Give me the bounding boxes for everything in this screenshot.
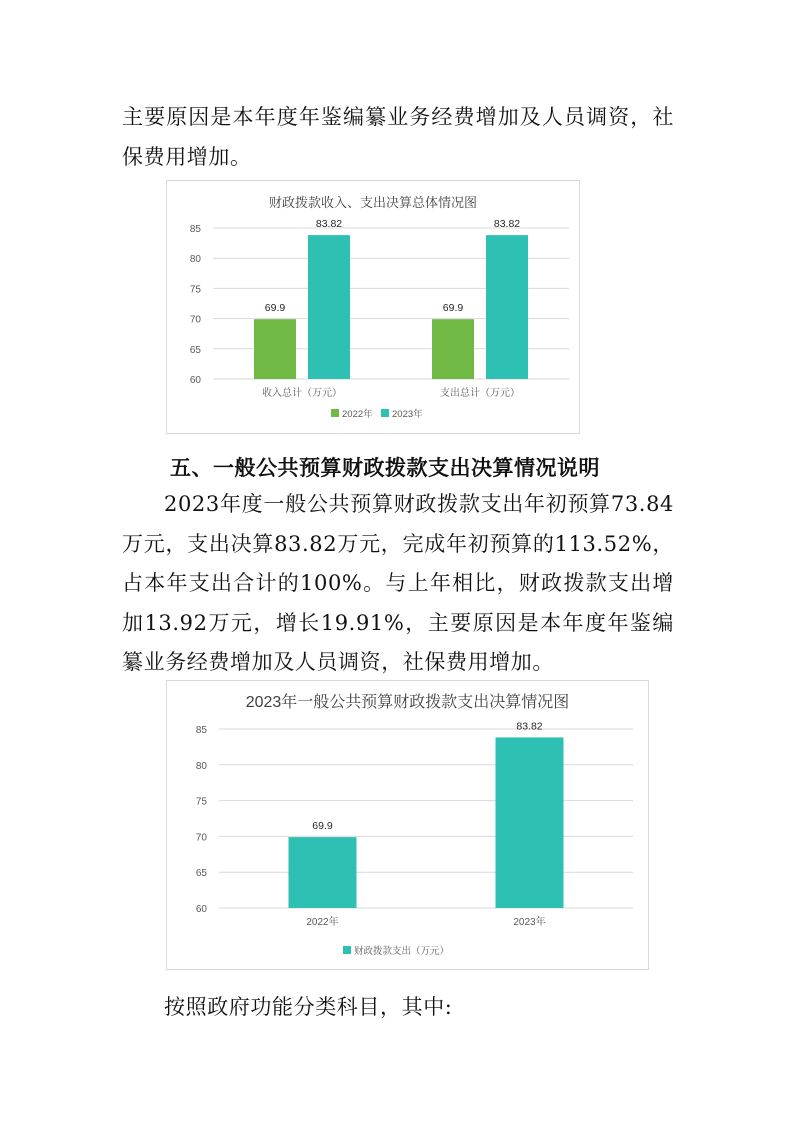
- x-tick-label: 2022年: [306, 917, 339, 928]
- bar: [432, 319, 474, 379]
- legend-label: 2023年: [392, 409, 423, 420]
- y-tick-label: 85: [195, 725, 207, 736]
- paragraph-expenditure-text: 2023年度一般公共预算财政拨款支出年初预算73.84万元，支出决算83.82万元，完成年初预算的113.52%，占本年支出合计的100%。与上年相比，财政拨款支出增加13.92万元，增长19.91%，主要原因是本年度年鉴编纂业务经费增加及人员调资，社保费用增加。: [122, 492, 674, 674]
- y-tick-label: 75: [195, 796, 207, 808]
- y-tick-label: 60: [189, 375, 201, 386]
- y-tick-label: 75: [189, 284, 201, 296]
- y-tick-label: 60: [195, 904, 207, 915]
- x-tick-label: 2023年: [513, 917, 546, 928]
- paragraph-continued: 主要原因是本年度年鉴编纂业务经费增加及人员调资，社保费用增加。: [122, 105, 674, 169]
- data-label: 69.9: [264, 302, 286, 315]
- y-tick-label: 65: [195, 868, 207, 880]
- data-label: 83.82: [315, 218, 343, 231]
- bar: [308, 235, 350, 379]
- x-tick-label: 收入总计（万元）: [262, 388, 342, 399]
- bar: [496, 737, 564, 908]
- bar: [486, 235, 528, 379]
- y-tick-label: 85: [189, 224, 201, 235]
- data-label: 83.82: [516, 720, 543, 733]
- data-label: 69.9: [312, 820, 333, 833]
- data-label: 69.9: [442, 302, 464, 315]
- legend-swatch: [381, 409, 389, 417]
- bar: [254, 319, 296, 379]
- paragraph-classification: [122, 988, 674, 1028]
- legend-label: 财政拨款支出（万元）: [354, 946, 450, 957]
- data-label: 83.82: [493, 218, 521, 231]
- chart-1-canvas: [167, 181, 579, 433]
- chart-revenue-expenditure-overview: [166, 180, 580, 434]
- y-tick-label: 65: [189, 344, 201, 356]
- section-heading: 五、一般公共预算财政拨款支出决算情况说明: [170, 456, 600, 480]
- legend-label: 2022年: [342, 409, 373, 420]
- y-tick-label: 70: [189, 314, 201, 326]
- y-tick-label: 80: [189, 254, 201, 266]
- legend-swatch: [343, 946, 351, 954]
- bar: [289, 837, 357, 908]
- y-tick-label: 80: [195, 760, 207, 772]
- chart-title: 财政拨款收入、支出决算总体情况图: [268, 195, 478, 210]
- y-tick-label: 70: [195, 832, 207, 844]
- paragraph-classification-text: 按照政府功能分类科目，其中:: [164, 995, 453, 1019]
- chart-2-canvas: [167, 681, 648, 969]
- paragraph-expenditure-summary: [122, 485, 674, 683]
- x-tick-label: 支出总计（万元）: [440, 388, 520, 399]
- legend-swatch: [331, 409, 339, 417]
- chart-general-budget-expenditure: [166, 680, 649, 970]
- chart-title: 2023年一般公共预算财政拨款支出决算情况图: [245, 694, 570, 711]
